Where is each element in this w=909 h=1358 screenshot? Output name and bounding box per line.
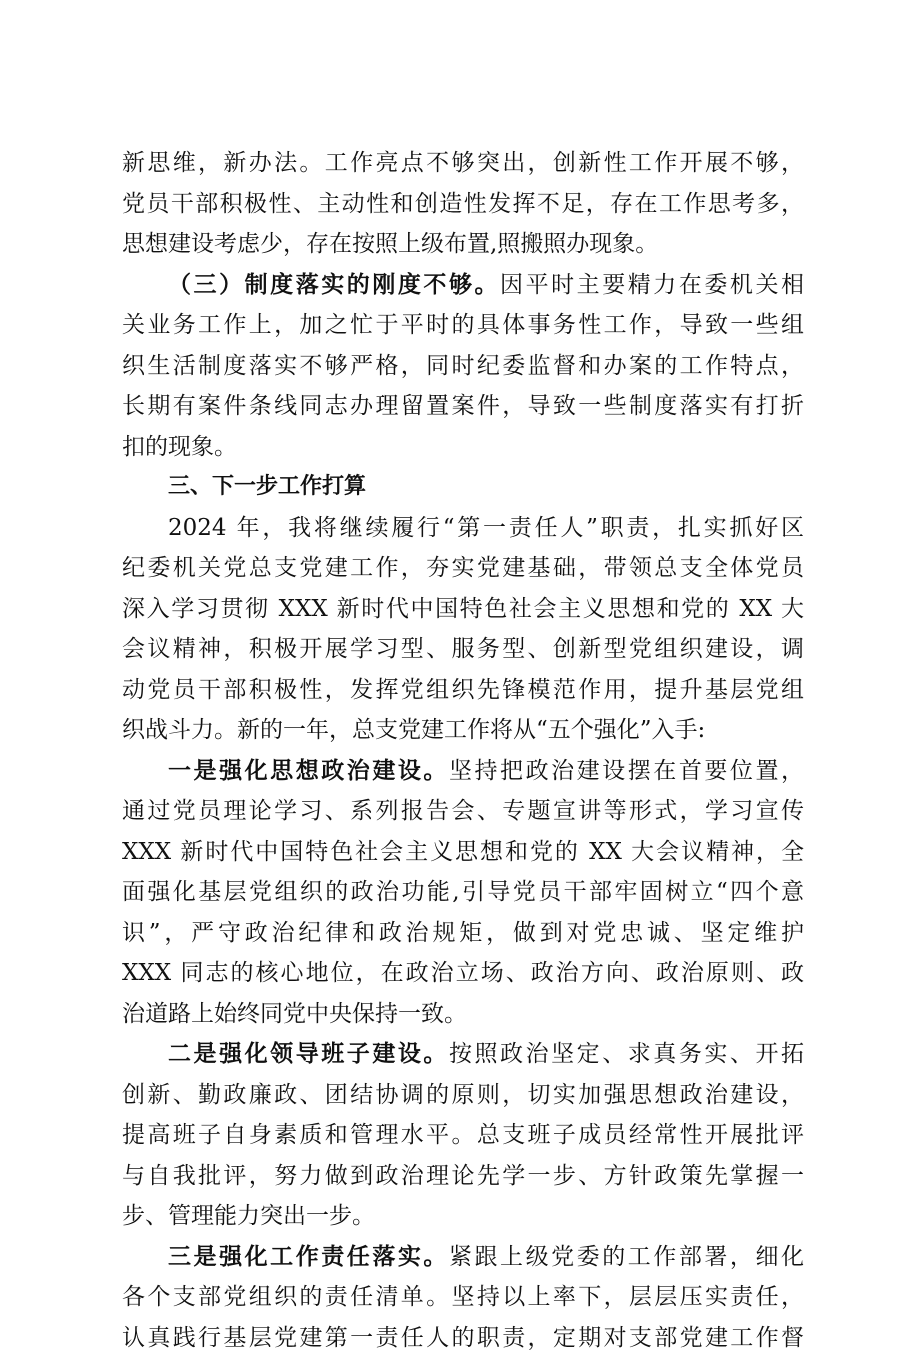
paragraph-plan-intro [122, 508, 804, 751]
text-line: 创新、勤政廉政、团结协调的原则，切实加强思想政治建设， [122, 1075, 804, 1116]
text-line: 扣的现象。 [122, 427, 804, 468]
paragraph-system-implementation [122, 265, 804, 468]
text-line: 步、管理能力突出一步。 [122, 1196, 804, 1237]
paragraph-text: 因平时主要精力在委机关相 [500, 272, 804, 298]
paragraph-lead: 二是强化领导班子建设。 [168, 1040, 449, 1067]
heading-text: 三、下一步工作打算 [122, 467, 804, 508]
text-line: XXX 新时代中国特色社会主义思想和党的 XX 大会议精神，全 [122, 832, 804, 873]
text-line: 新思维，新办法。工作亮点不够突出，创新性工作开展不够， [122, 143, 804, 184]
text-line: 认真践行基层党建第一责任人的职责，定期对支部党建工作督 [122, 1318, 804, 1358]
text-line: 深入学习贯彻 XXX 新时代中国特色社会主义思想和党的 XX 大 [122, 589, 804, 630]
text-line: 党员干部积极性、主动性和创造性发挥不足，存在工作思考多， [122, 184, 804, 225]
text-line: 与自我批评，努力做到政治理论先学一步、方针政策先掌握一 [122, 1156, 804, 1197]
text-line: 织战斗力。新的一年，总支党建工作将从“五个强化”入手: [122, 710, 804, 751]
paragraph-political-construction [122, 751, 804, 1035]
text-line: 各个支部党组织的责任清单。坚持以上率下，层层压实责任， [122, 1277, 804, 1318]
paragraph-lead: 一是强化思想政治建设。 [168, 757, 449, 784]
paragraph-continuation [122, 143, 804, 265]
text-line: 面强化基层党组织的政治功能,引导党员干部牢固树立“四个意 [122, 872, 804, 913]
paragraph-lead: 三是强化工作责任落实。 [168, 1243, 449, 1270]
text-line [122, 1034, 804, 1075]
text-line: 识”，严守政治纪律和政治规矩，做到对党忠诚、坚定维护 [122, 913, 804, 954]
text-line: 思想建设考虑少，存在按照上级布置,照搬照办现象。 [122, 224, 804, 265]
text-line: 会议精神，积极开展学习型、服务型、创新型党组织建设，调 [122, 629, 804, 670]
text-line [122, 751, 804, 792]
document-body [122, 143, 804, 1358]
text-line: XXX 同志的核心地位，在政治立场、政治方向、政治原则、政 [122, 953, 804, 994]
text-line: 关业务工作上，加之忙于平时的具体事务性工作，导致一些组 [122, 305, 804, 346]
text-line: 2024 年，我将继续履行“第一责任人”职责，扎实抓好区 [122, 508, 804, 549]
paragraph-leadership-construction [122, 1034, 804, 1237]
text-line: 织生活制度落实不够严格，同时纪委监督和办案的工作特点， [122, 346, 804, 387]
paragraph-text: 坚持把政治建设摆在首要位置， [449, 758, 804, 784]
section-heading [122, 467, 804, 508]
paragraph-lead: （三）制度落实的刚度不够。 [168, 271, 500, 298]
text-line [122, 265, 804, 306]
text-line [122, 1237, 804, 1278]
text-line: 纪委机关党总支党建工作，夯实党建基础，带领总支全体党员 [122, 548, 804, 589]
text-line: 治道路上始终同党中央保持一致。 [122, 994, 804, 1035]
text-line: 长期有案件条线同志办理留置案件，导致一些制度落实有打折 [122, 386, 804, 427]
text-line: 动党员干部积极性，发挥党组织先锋模范作用，提升基层党组 [122, 670, 804, 711]
text-line: 通过党员理论学习、系列报告会、专题宣讲等形式，学习宣传 [122, 791, 804, 832]
paragraph-text: 紧跟上级党委的工作部署，细化 [449, 1244, 804, 1270]
text-line: 提高班子自身素质和管理水平。总支班子成员经常性开展批评 [122, 1115, 804, 1156]
paragraph-responsibility [122, 1237, 804, 1358]
paragraph-text: 按照政治坚定、求真务实、开拓 [449, 1041, 804, 1067]
